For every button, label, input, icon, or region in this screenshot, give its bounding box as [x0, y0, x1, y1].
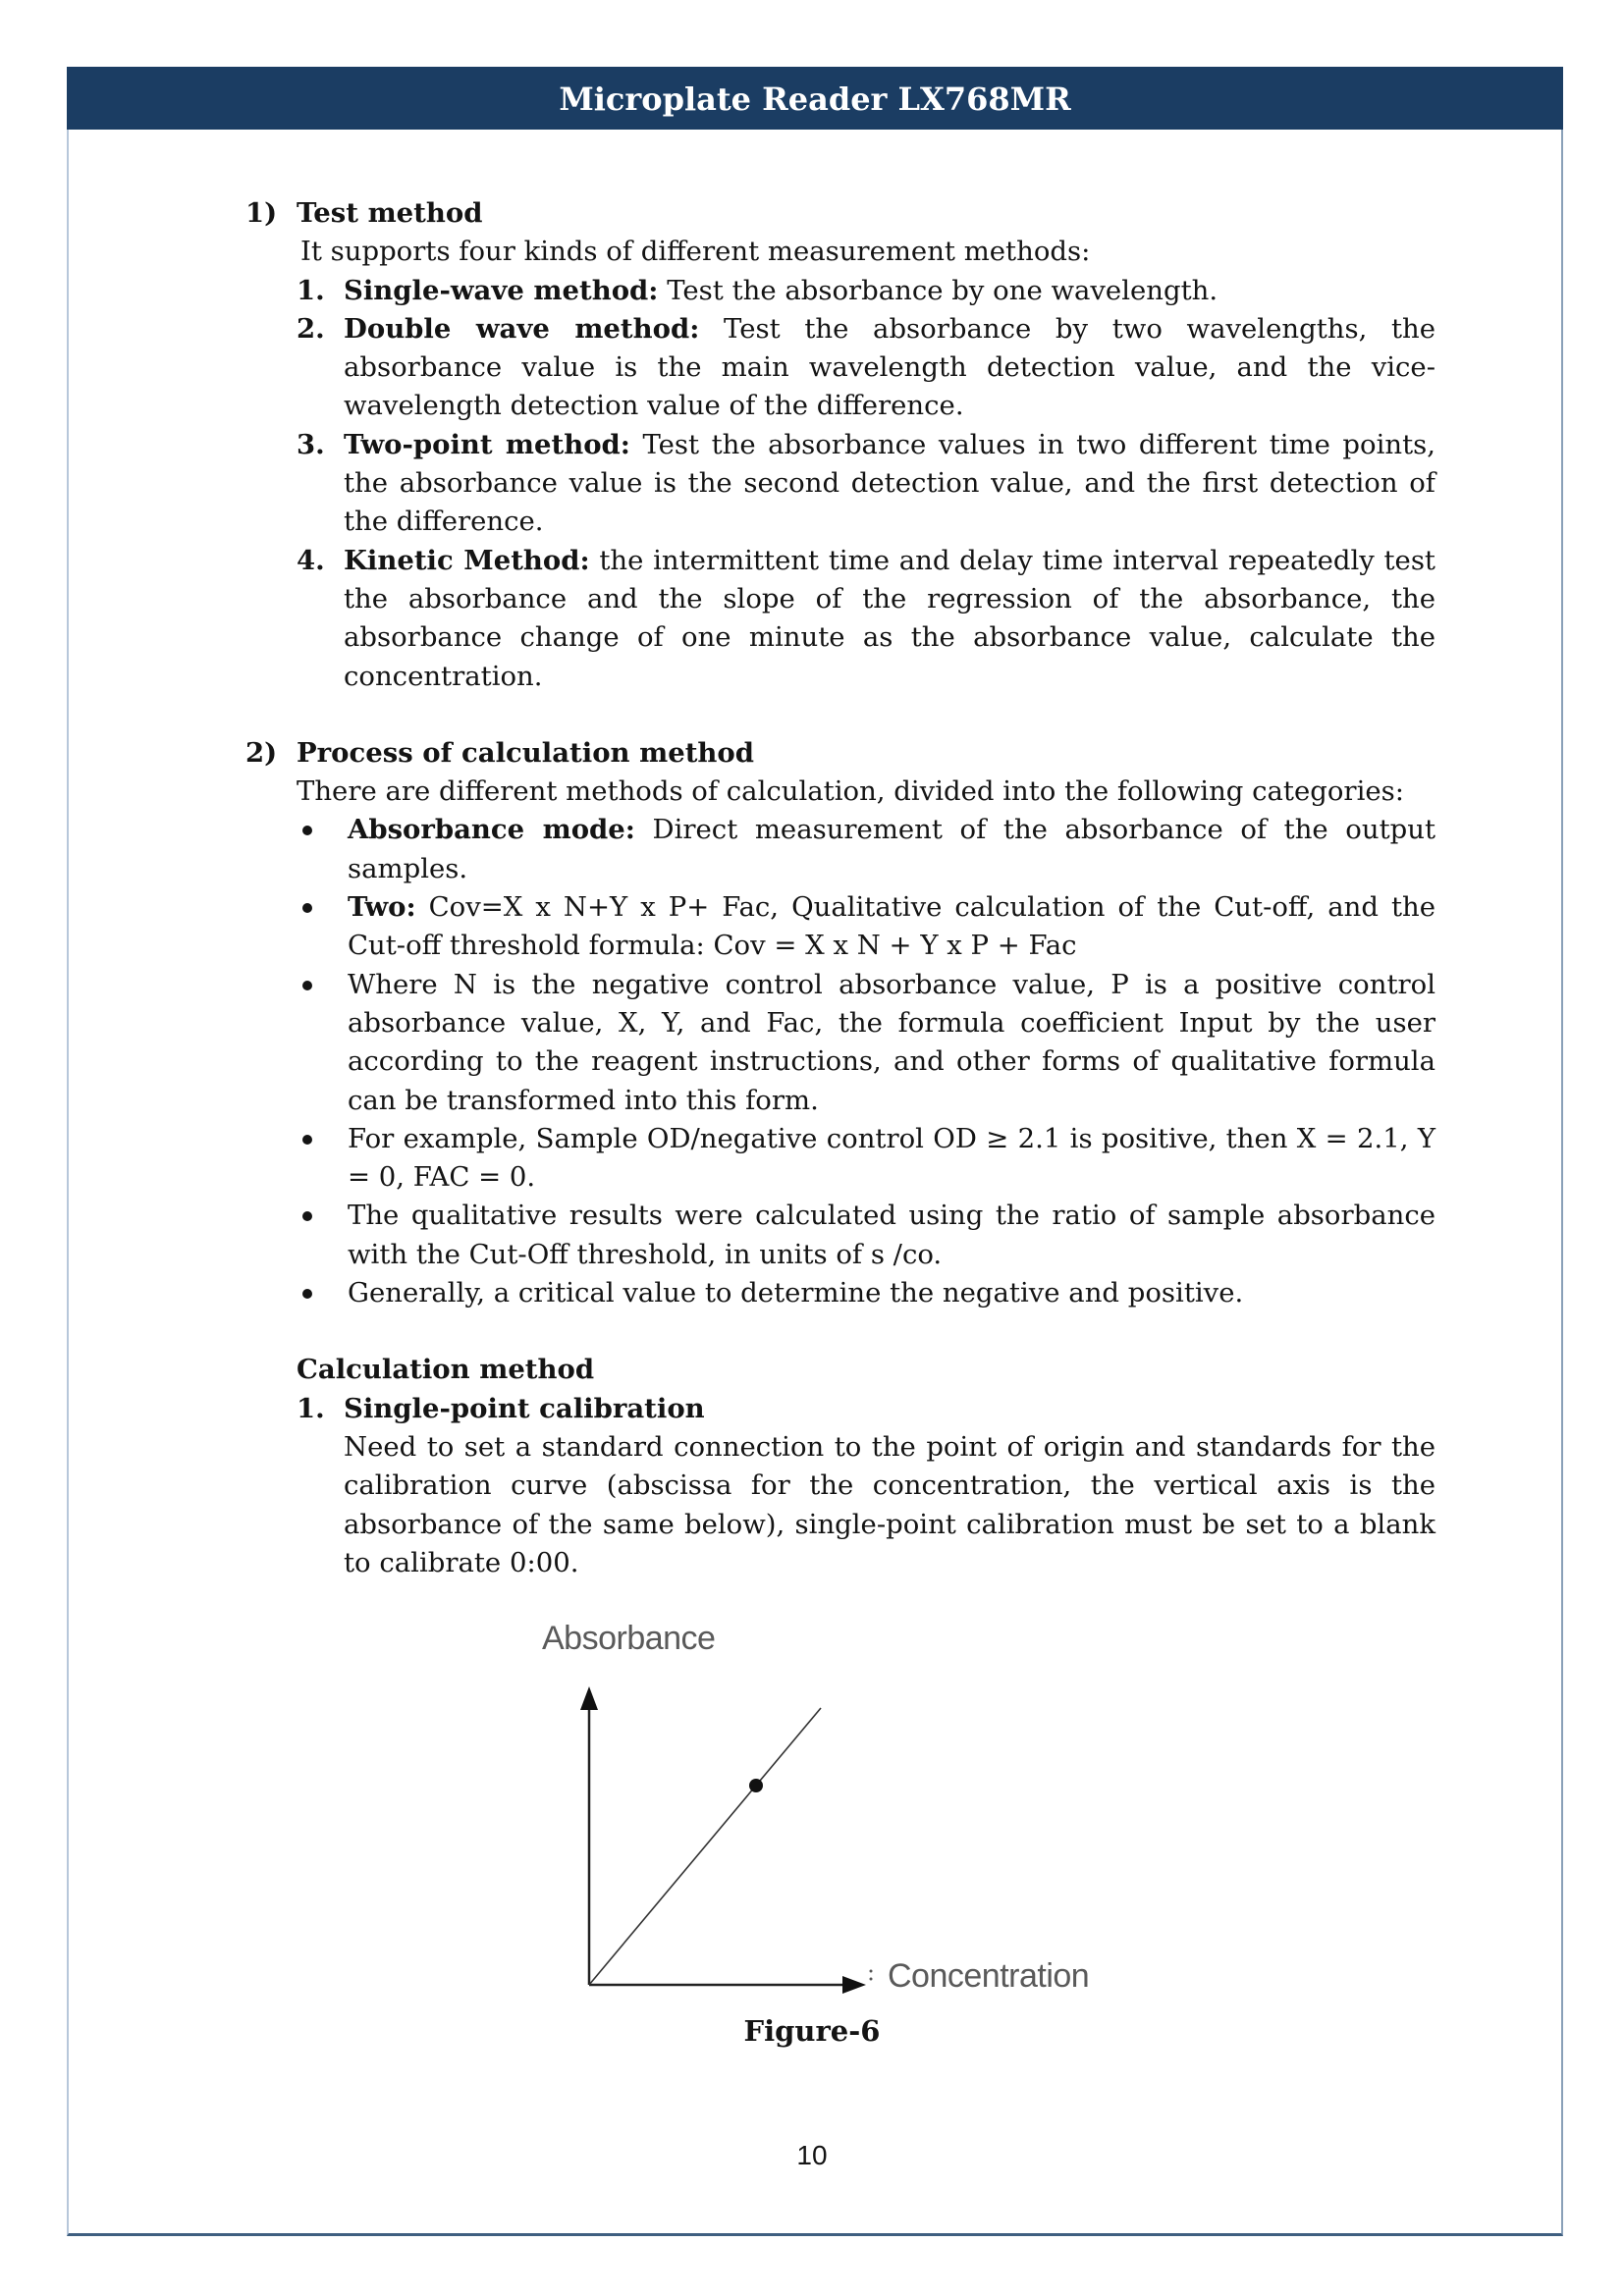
- bullet-text: Direct measurement of the absorbance of the output samples.: [348, 814, 1435, 884]
- header-title: Microplate Reader LX768MR: [559, 80, 1071, 118]
- list-item: [245, 272, 1435, 310]
- figure-x-label: Concentration: [888, 1957, 1090, 1995]
- calibration-diagram: [520, 1620, 1110, 2012]
- section-2-bullets: [245, 811, 1435, 1312]
- y-axis-arrow-icon: [580, 1686, 598, 1710]
- item-text: the intermittent time and delay time interval repeatedly test the absorbance and the slope of the regression of the absorbance, the absorbance change of one minute as the absorbance value, calculate the concentration.: [344, 544, 1435, 692]
- bullet-text: Cov=X x N+Y x P+ Fac, Qualitative calculation of the Cut-off, and the Cut-off threshold formula: Cov = X x N + Y x P + Fac: [348, 891, 1435, 962]
- page-number: 10: [796, 2140, 828, 2170]
- list-item: [245, 310, 1435, 426]
- item-term: Double wave method:: [344, 312, 700, 345]
- list-item: [245, 426, 1435, 542]
- item-number: 4.: [297, 544, 325, 576]
- bullet-text: For example, Sample OD/negative control OD ≥ 2.1 is positive, then X = 2.1, Y = 0, FAC = 0.: [348, 1122, 1435, 1194]
- section-2-intro: There are different methods of calculation, divided into the following categories:: [297, 775, 1405, 808]
- subheading-number: 1.: [297, 1392, 325, 1424]
- section-2-heading: [245, 734, 1435, 773]
- bullet-term: Absorbance mode:: [348, 814, 635, 846]
- item-text: Test the absorbance values in two different time points, the absorbance value is the second detection value, and the first detection of the difference.: [344, 428, 1435, 538]
- bullet-text: The qualitative results were calculated using the ratio of sample absorbance with the Cut-Off threshold, in units of s /co.: [348, 1200, 1435, 1270]
- page-header: [67, 67, 1563, 130]
- calibration-line: [589, 1708, 821, 1985]
- list-item: [245, 542, 1435, 696]
- section-1-title: Test method: [297, 197, 483, 229]
- section-1-number: 1): [245, 197, 278, 229]
- bullet-dot-icon: [302, 1289, 312, 1299]
- calculation-body: Need to set a standard connection to the point of origin and standards for the calibration curve (abscissa for the concentration, the vertical axis is the absorbance of the same below), single-point calibration must be set to a blank to calibrate 0:00.: [344, 1430, 1435, 1578]
- figure-y-label: Absorbance: [542, 1620, 716, 1657]
- calibration-figure: [520, 1620, 1110, 2012]
- bullet-dot-icon: [302, 1211, 312, 1221]
- bullet-item: [245, 811, 1435, 888]
- bullet-term: Two:: [348, 891, 416, 924]
- item-text: Test the absorbance by two wavelengths, the absorbance value is the main wavelength detection value, and the vice-wavelength detection value of the difference.: [344, 312, 1436, 422]
- item-term: Kinetic Method:: [344, 544, 590, 576]
- item-term: Single-wave method:: [344, 274, 659, 306]
- spacer: [245, 696, 1435, 734]
- bullet-item: [245, 1120, 1435, 1198]
- artifact-dot: [870, 1978, 873, 1981]
- item-number: 2.: [297, 312, 325, 345]
- bullet-dot-icon: [302, 826, 312, 835]
- bullet-item: [245, 966, 1435, 1120]
- section-1-heading: [245, 194, 1435, 233]
- main-content: [245, 194, 1435, 1582]
- bullet-text: Where N is the negative control absorbance value, P is a positive control absorbance value, X, Y, and Fac, the formula coefficient Input by the user according to the reagent instructions, and other forms of qualitative formula can be transformed into this form.: [348, 968, 1435, 1116]
- section-1-list: [245, 272, 1435, 696]
- x-axis-arrow-icon: [842, 1976, 866, 1994]
- bullet-dot-icon: [302, 1135, 312, 1145]
- item-number: 3.: [297, 428, 325, 460]
- bullet-text: Generally, a critical value to determine the negative and positive.: [348, 1277, 1244, 1309]
- section-2-number: 2): [245, 736, 278, 769]
- figure-caption: Figure-6: [743, 2014, 881, 2048]
- bullet-dot-icon: [302, 903, 312, 913]
- bullet-dot-icon: [302, 981, 312, 990]
- artifact-dot: [870, 1970, 873, 1973]
- bullet-item: [245, 1274, 1435, 1312]
- spacer: [245, 1312, 1435, 1351]
- item-term: Two-point method:: [344, 428, 630, 460]
- calculation-method-heading: Calculation method: [297, 1354, 595, 1386]
- bullet-item: [245, 1197, 1435, 1274]
- bullet-item: [245, 888, 1435, 966]
- item-number: 1.: [297, 274, 325, 306]
- standard-point: [749, 1779, 763, 1792]
- subheading-title: Single-point calibration: [344, 1392, 705, 1424]
- calculation-subheading: [245, 1390, 1435, 1428]
- section-1-intro: It supports four kinds of different measurement methods:: [300, 236, 1091, 268]
- section-2-title: Process of calculation method: [297, 736, 754, 769]
- item-text: Test the absorbance by one wavelength.: [658, 274, 1218, 306]
